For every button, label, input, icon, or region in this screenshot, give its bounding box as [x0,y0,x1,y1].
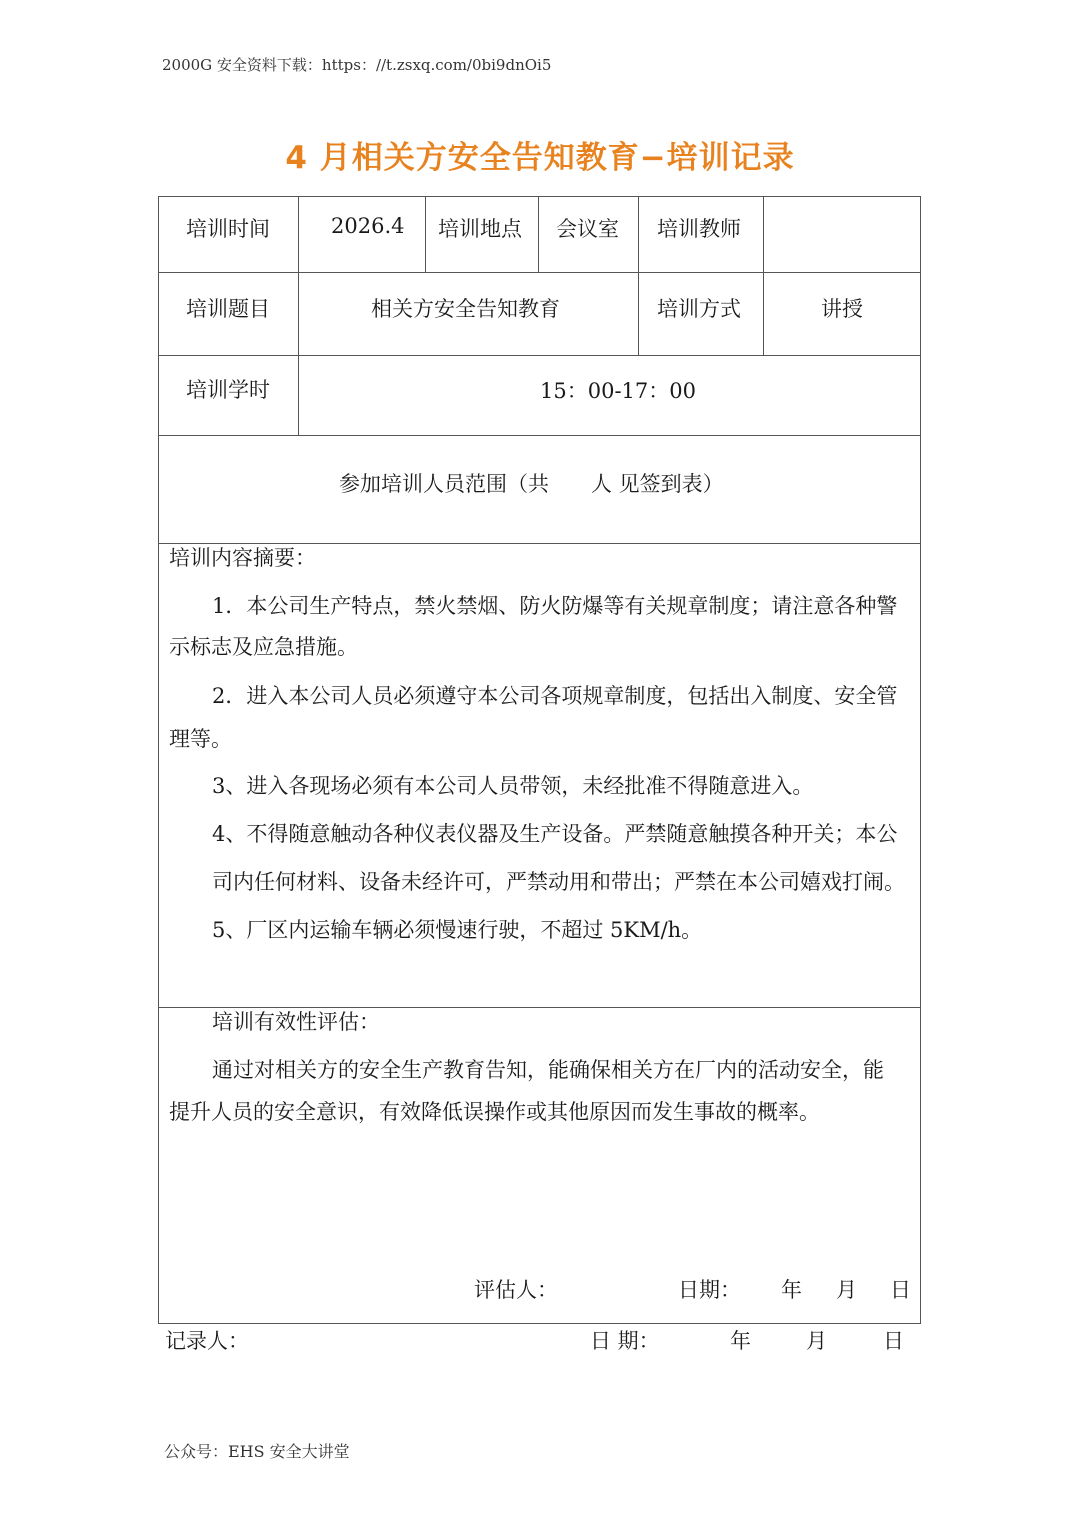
training-hours-value: 15：00-17：00 [540,379,696,403]
evaluator-label: 评估人： [474,1278,558,1302]
header-download-note: 2000G 安全资料下载：https：//t.zsxq.com/0bi9dnOi5 [162,56,552,74]
training-location-value: 会议室 [556,217,619,241]
evaluation-year: 年 [781,1278,802,1302]
recorder-year: 年 [730,1329,751,1353]
training-topic-value: 相关方安全告知教育 [371,297,560,321]
evaluation-heading: 培训有效性评估： [212,1010,380,1034]
row-divider [159,435,920,436]
evaluation-text-line-2: 提升人员的安全意识，有效降低误操作或其他原因而发生事故的概率。 [169,1100,820,1124]
row-divider [159,543,920,544]
evaluation-date-label: 日期： [678,1278,741,1302]
summary-item-2-line-2: 理等。 [169,727,232,751]
evaluation-month: 月 [836,1278,857,1302]
training-hours-label: 培训学时 [186,378,270,402]
summary-item-3: 3、进入各现场必须有本公司人员带领，未经批准不得随意进入。 [212,774,814,798]
recorder-label: 记录人： [165,1329,249,1353]
participants-scope: 参加培训人员范围（共 人 见签到表） [339,472,724,496]
recorder-month: 月 [806,1329,827,1353]
summary-item-4-line-2: 司内任何材料、设备未经许可，严禁动用和带出；严禁在本公司嬉戏打闹。 [212,870,905,894]
column-divider [763,197,764,355]
row-divider [159,355,920,356]
training-method-value: 讲授 [821,297,863,321]
summary-item-5: 5、厂区内运输车辆必须慢速行驶，不超过 5KM/h。 [212,918,703,942]
evaluation-day: 日 [890,1278,911,1302]
column-divider [538,197,539,272]
footer-account-note: 公众号：EHS 安全大讲堂 [164,1442,350,1461]
summary-item-1-line-2: 示标志及应急措施。 [169,635,358,659]
training-time-label: 培训时间 [186,217,270,241]
training-method-label: 培训方式 [657,297,741,321]
row-divider [159,272,920,273]
row-divider [159,1007,920,1008]
summary-item-1-line-1: 1．本公司生产特点，禁火禁烟、防火防爆等有关规章制度；请注意各种警 [212,594,898,618]
summary-item-4-line-1: 4、不得随意触动各种仪表仪器及生产设备。严禁随意触摸各种开关；本公 [212,822,898,846]
recorder-date-label: 日 期： [590,1329,660,1353]
evaluation-text-line-1: 通过对相关方的安全生产教育告知，能确保相关方在厂内的活动安全，能 [212,1058,884,1082]
column-divider [425,197,426,272]
training-location-label: 培训地点 [438,217,522,241]
training-time-value: 2026.4 [331,214,405,238]
page-title: 4 月相关方安全告知教育−培训记录 [285,140,795,176]
summary-item-2-line-1: 2．进入本公司人员必须遵守本公司各项规章制度，包括出入制度、安全管 [212,684,898,708]
training-record-table [158,196,921,1324]
recorder-day: 日 [883,1329,904,1353]
column-divider [298,197,299,435]
training-topic-label: 培训题目 [186,297,270,321]
training-teacher-label: 培训教师 [657,217,741,241]
summary-heading: 培训内容摘要： [169,546,316,570]
column-divider [638,197,639,355]
